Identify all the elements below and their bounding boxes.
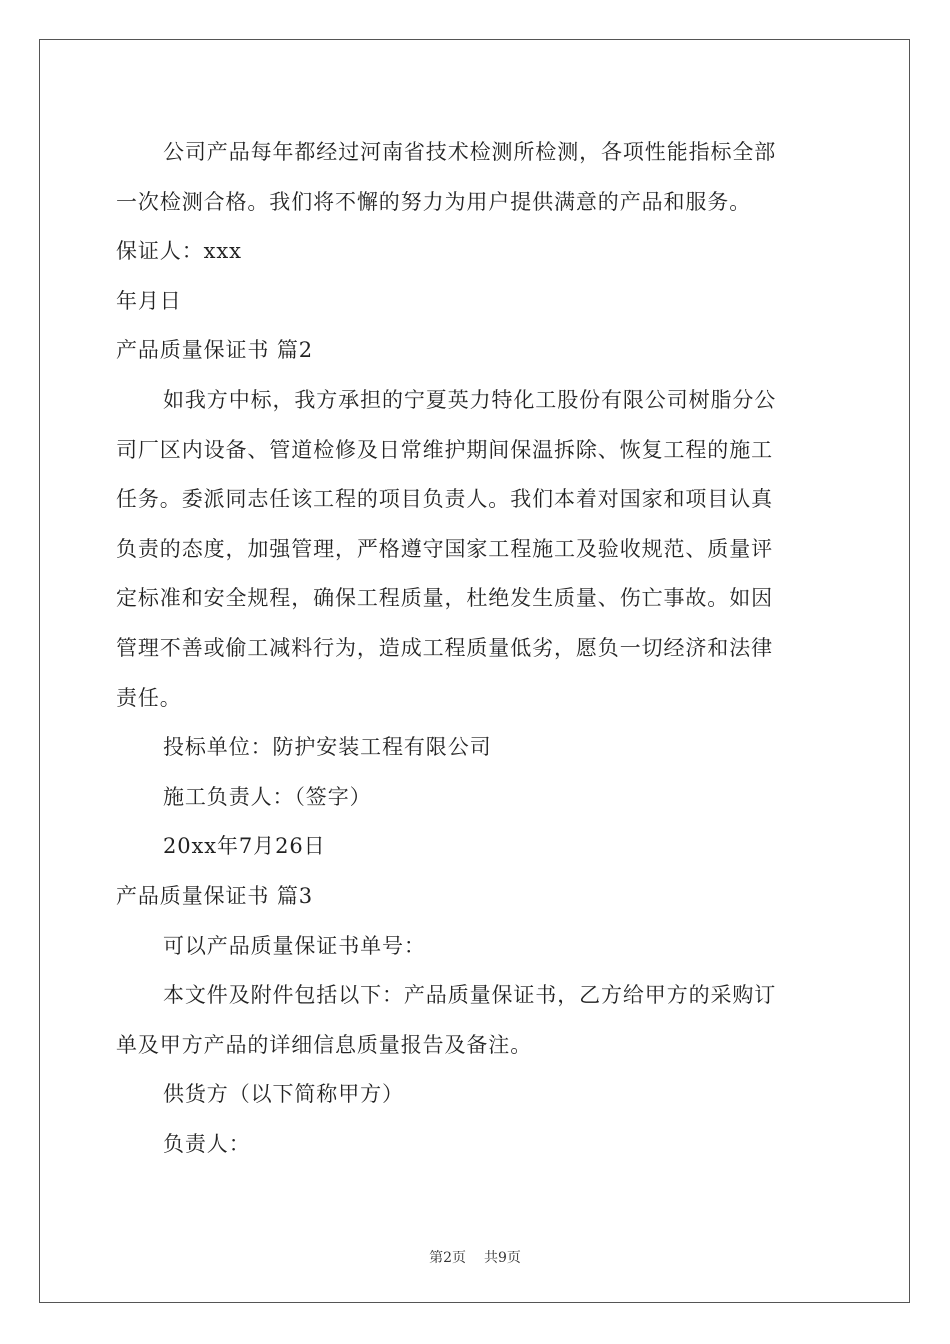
guarantor-line: 保证人：xxx <box>116 239 242 264</box>
supplier-line: 供货方（以下简称甲方） <box>163 1082 404 1107</box>
section-heading: 产品质量保证书 篇2 <box>116 338 314 363</box>
bidder-line: 投标单位：防护安装工程有限公司 <box>163 735 492 760</box>
paragraph-line: 定标准和安全规程，确保工程质量，杜绝发生质量、伤亡事故。如因 <box>116 586 773 611</box>
paragraph-line: 司厂区内设备、管道检修及日常维护期间保温拆除、恢复工程的施工 <box>116 437 773 462</box>
paragraph-line: 责任。 <box>116 685 182 710</box>
paragraph-line: 公司产品每年都经过河南省技术检测所检测，各项性能指标全部 <box>163 140 777 164</box>
date-line: 年月日 <box>116 288 182 313</box>
page-number: 第2页 <box>429 1250 466 1266</box>
page-footer <box>0 1247 950 1267</box>
responsible-line: 负责人： <box>163 1131 251 1156</box>
paragraph-line: 负责的态度，加强管理，严格遵守国家工程施工及验收规范、质量评 <box>116 536 773 561</box>
paragraph-line: 单及甲方产品的详细信息质量报告及备注。 <box>116 1032 533 1057</box>
paragraph-line: 可以产品质量保证书单号： <box>163 933 426 958</box>
paragraph-line: 任务。委派同志任该工程的项目负责人。我们本着对国家和项目认真 <box>116 487 773 512</box>
page-total: 共9页 <box>484 1250 521 1266</box>
paragraph-line: 一次检测合格。我们将不懈的努力为用户提供满意的产品和服务。 <box>116 189 752 214</box>
document-body <box>116 128 836 1169</box>
signature-line: 施工负责人：（签字） <box>163 784 372 809</box>
paragraph-line: 如我方中标，我方承担的宁夏英力特化工股份有限公司树脂分公 <box>163 387 777 412</box>
paragraph-line: 管理不善或偷工减料行为，造成工程质量低劣，愿负一切经济和法律 <box>116 635 773 660</box>
date-line: 20xx年7月26日 <box>163 834 326 859</box>
paragraph-line: 本文件及附件包括以下：产品质量保证书，乙方给甲方的采购订 <box>163 983 777 1008</box>
section-heading: 产品质量保证书 篇3 <box>116 883 314 908</box>
